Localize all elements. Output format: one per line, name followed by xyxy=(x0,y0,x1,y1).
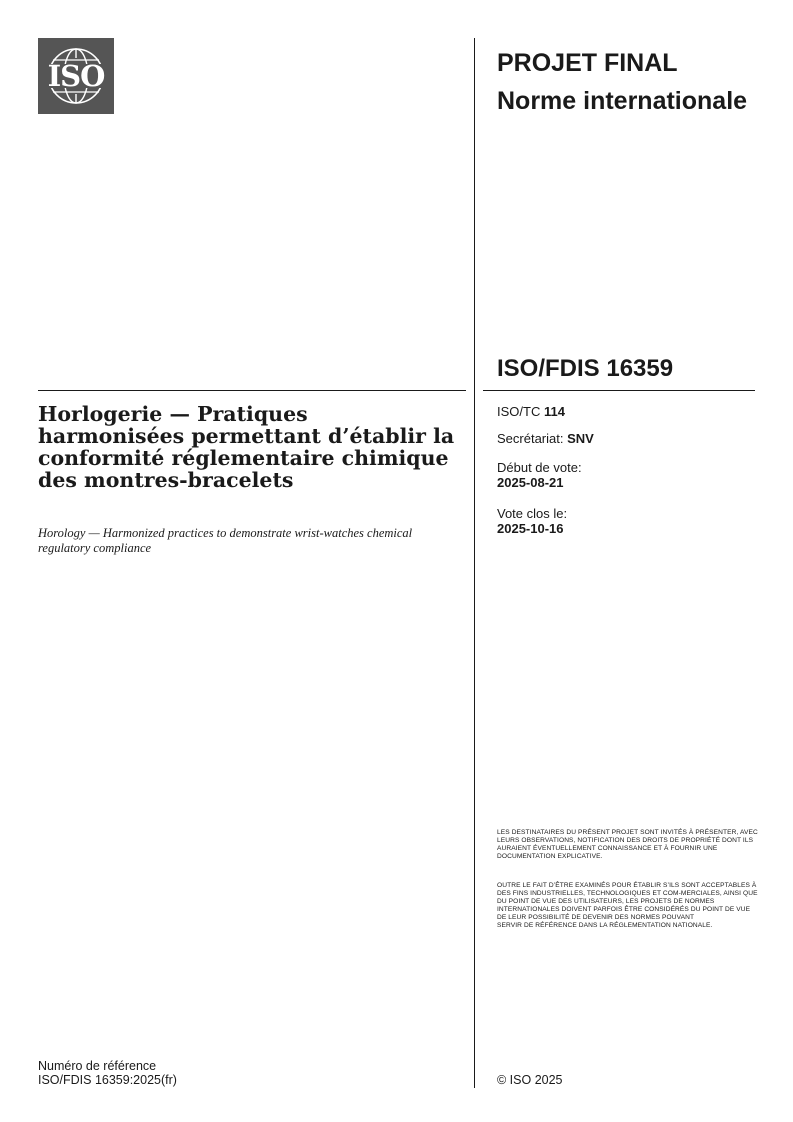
right-divider xyxy=(483,390,755,391)
left-divider xyxy=(38,390,466,391)
vote-start-value: 2025-08-21 xyxy=(497,475,564,490)
reference-number xyxy=(38,1059,177,1087)
notice-line-3: SERVIR DE RÉFÉRENCE DANS LA RÉGLEMENTATION NATIONALE. xyxy=(497,921,713,929)
copyright: © ISO 2025 xyxy=(497,1073,563,1087)
vertical-divider xyxy=(474,38,475,1088)
vote-start-label: Début de vote: xyxy=(497,460,582,475)
document-stage: PROJET FINAL xyxy=(497,49,678,77)
notice-paragraph-1: LES DESTINATAIRES DU PRÉSENT PROJET SONT INVITÉS À PRÉSENTER, AVEC LEURS OBSERVATIONS, NOTIFICATION DES DROITS DE PROPRIÉTÉ DONT ILS AURAIENT ÉVENTUELLEMENT CONNAISSANCE ET À FOURNIR UNE DOCUMENTATION EXPLICATIVE. xyxy=(497,829,758,860)
tc-value: 114 xyxy=(543,404,565,419)
title-english: Horology — Harmonized practices to demonstrate wrist-watches chemical regulatory compliance xyxy=(38,526,413,555)
vote-end xyxy=(497,506,567,536)
logo-text: ISO xyxy=(47,59,105,93)
notice-line-2: INTERNATIONALES DOIVENT PARFOIS ÊTRE CONSIDÉRÉS DU POINT DE VUE DE LEUR POSSIBILITÉ DE DEVENIR DES NORMES POUVANT xyxy=(497,905,751,921)
secretariat xyxy=(497,431,594,446)
technical-committee xyxy=(497,404,565,419)
notice-paragraph-2 xyxy=(497,882,759,929)
document-number: ISO/FDIS 16359 xyxy=(497,355,674,382)
tc-label: ISO/TC xyxy=(497,404,541,419)
reference-label: Numéro de référence xyxy=(38,1059,157,1073)
reference-value: ISO/FDIS 16359:2025(fr) xyxy=(38,1073,177,1087)
notice-line-1: OUTRE LE FAIT D’ÊTRE EXAMINÉS POUR ÉTABLIR S’ILS SONT ACCEPTABLES À DES FINS INDUSTRIELLES, TECHNOLOGIQUES ET COM-MERCIALES, AINSI QUE DU POINT DE VUE DES UTILISATEURS, LES PROJETS DE NORMES xyxy=(497,882,758,905)
vote-start xyxy=(497,460,582,490)
iso-logo xyxy=(38,38,114,114)
title-french: Horlogerie — Pratiques harmonisées permettant d’établir la conformité réglementaire chimique des montres-bracelets xyxy=(38,402,455,492)
secretariat-label: Secrétariat: xyxy=(497,431,564,446)
vote-end-label: Vote clos le: xyxy=(497,506,568,521)
vote-end-value: 2025-10-16 xyxy=(497,521,564,536)
document-type: Norme internationale xyxy=(497,87,748,115)
secretariat-value: SNV xyxy=(567,431,594,446)
